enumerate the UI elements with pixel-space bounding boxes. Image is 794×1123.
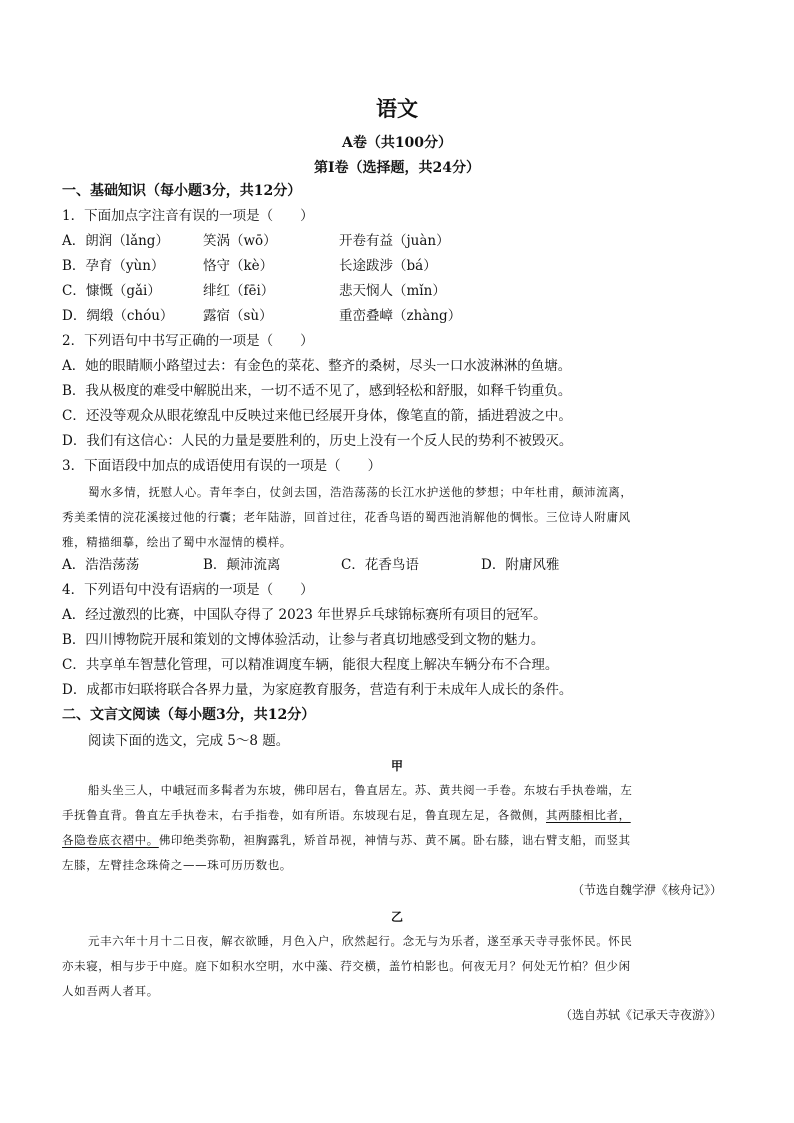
q2-option-d: D．我们有这信心：人民的力量是要胜利的，历史上没有一个反人民的势利不被毁灭。 bbox=[62, 433, 573, 449]
jia-line-4: 佛印绝类弥勒，袒胸露乳，矫首昂视，神情与苏、黄不属。卧右膝，诎右臂支船，而竖其 bbox=[158, 833, 631, 847]
q1-d-1: D．绸缎（chóu） bbox=[62, 308, 174, 324]
q2-option-c: C．还没等观众从眼花缭乱中反映过来他已经展开身体，像笔直的箭，插进碧波之中。 bbox=[62, 408, 572, 424]
q1-b-1: B．孕育（yùn） bbox=[62, 258, 165, 274]
yi-source: （选自苏轼《记承天寺夜游》） bbox=[559, 1008, 722, 1022]
q3-passage-line-2: 秀美柔情的浣花溪接过他的行囊；老年陆游，回首过往，花香鸟语的蜀西池消解他的惆怅。三位诗人附庸风 bbox=[62, 510, 631, 524]
section2-heading: 二、文言文阅读（每小题3分，共12分） bbox=[62, 707, 316, 723]
q1-d-2: 露宿（sù） bbox=[203, 308, 273, 324]
q3-options bbox=[62, 555, 559, 575]
q4-option-a: A．经过激烈的比赛，中国队夺得了 2023 年世界乒乓球锦标赛所有项目的冠军。 bbox=[62, 607, 547, 623]
passage-jia-label: 甲 bbox=[390, 759, 403, 773]
q1-b-3: 长途跋涉（bá） bbox=[339, 258, 437, 274]
q1-row-c bbox=[62, 281, 446, 301]
q4-option-c: C．共享单车智慧化管理，可以精准调度车辆，能很大程度上解决车辆分布不合理。 bbox=[62, 657, 559, 673]
q1-a-2: 笑涡（wō） bbox=[203, 233, 277, 249]
q1-stem: 1．下面加点字注音有误的一项是（ ） bbox=[62, 208, 314, 224]
q1-d-3: 重峦叠嶂（zhàng） bbox=[339, 308, 462, 324]
volume-a-heading: A卷（共100分） bbox=[341, 135, 453, 151]
jia-line-1: 船头坐三人，中峨冠而多髯者为东坡，佛印居右，鲁直居左。苏、黄共阅一手卷。东坡右手执卷端，左 bbox=[88, 783, 633, 797]
q3-option-d: D．附庸风雅 bbox=[481, 557, 560, 573]
jia-source: （节选自魏学洢《核舟记》） bbox=[571, 883, 722, 897]
q3-stem: 3．下面语段中加点的成语使用有误的一项是（ ） bbox=[62, 458, 382, 474]
q1-a-3: 开卷有益（juàn） bbox=[339, 233, 450, 249]
q2-stem: 2．下列语句中书写正确的一项是（ ） bbox=[62, 333, 314, 349]
q1-c-2: 绯红（fēi） bbox=[203, 283, 275, 299]
page-title: 语文 bbox=[376, 96, 418, 121]
q3-option-c: C．花香鸟语 bbox=[341, 557, 419, 573]
q1-c-1: C．慷慨（gǎi） bbox=[62, 283, 161, 299]
jia-underlined-tail: 其两膝相比者， bbox=[546, 808, 631, 822]
yi-line-2: 亦未寝，相与步于中庭。庭下如积水空明，水中藻、荇交横，盖竹柏影也。何夜无月？何处无竹柏？但少闲 bbox=[62, 959, 631, 973]
yi-line-1: 元丰六年十月十二日夜，解衣欲睡，月色入户，欣然起行。念无与为乐者，遂至承天寺寻张怀民。怀民 bbox=[88, 934, 633, 948]
jia-line-5: 左膝，左臂挂念珠倚之——珠可历历数也。 bbox=[62, 858, 292, 872]
jia-line-3: 各隐卷底衣褶中。 bbox=[62, 833, 159, 847]
q3-passage-line-1: 蜀水多情，抚慰人心。青年李白，仗剑去国，浩浩荡荡的长江水护送他的梦想；中年杜甫，颠沛流离， bbox=[88, 485, 633, 499]
jia-line-2-wrap bbox=[62, 803, 722, 828]
passage-yi-label: 乙 bbox=[390, 910, 403, 924]
jia-line-2: 手抚鲁直背。鲁直左手执卷末，右手指卷，如有所语。东坡现右足，鲁直现左足，各微侧， bbox=[62, 808, 546, 822]
section2-intro: 阅读下面的选文，完成 5～8 题。 bbox=[88, 733, 290, 749]
passage-jia bbox=[62, 778, 722, 878]
q3-option-a: A．浩浩荡荡 bbox=[62, 557, 140, 573]
q1-c-3: 悲天悯人（mǐn） bbox=[339, 283, 446, 299]
q4-option-d: D．成都市妇联将联合各界力量，为家庭教育服务，营造有利于未成年人成长的条件。 bbox=[62, 682, 573, 698]
jia-line-3-wrap bbox=[62, 828, 722, 853]
q3-passage-line-3: 雅，精描细摹，绘出了蜀中水湿情的模样。 bbox=[62, 535, 292, 549]
section1-heading: 一、基础知识（每小题3分，共12分） bbox=[62, 183, 302, 199]
q1-row-b bbox=[62, 256, 437, 276]
q3-option-b: B．颠沛流离 bbox=[203, 557, 281, 573]
yi-line-3: 人如吾两人者耳。 bbox=[62, 984, 159, 998]
q1-row-a bbox=[62, 231, 450, 251]
volume-1-heading: 第Ⅰ卷（选择题，共24分） bbox=[313, 160, 481, 176]
q1-b-2: 恪守（kè） bbox=[203, 258, 274, 274]
q4-option-b: B．四川博物院开展和策划的文博体验活动，让参与者真切地感受到文物的魅力。 bbox=[62, 632, 545, 648]
q1-row-d bbox=[62, 306, 461, 326]
q3-passage bbox=[62, 480, 722, 555]
passage-yi bbox=[62, 929, 722, 1004]
q1-a-1: A．朗润（lǎng） bbox=[62, 233, 169, 249]
q4-stem: 4．下列语句中没有语病的一项是（ ） bbox=[62, 582, 314, 598]
q2-option-a: A．她的眼睛顺小路望过去：有金色的菜花、整齐的桑树，尽头一口水波淋淋的鱼塘。 bbox=[62, 358, 572, 374]
q2-option-b: B．我从极度的难受中解脱出来，一切不适不见了，感到轻松和舒服，如释千钧重负。 bbox=[62, 383, 572, 399]
